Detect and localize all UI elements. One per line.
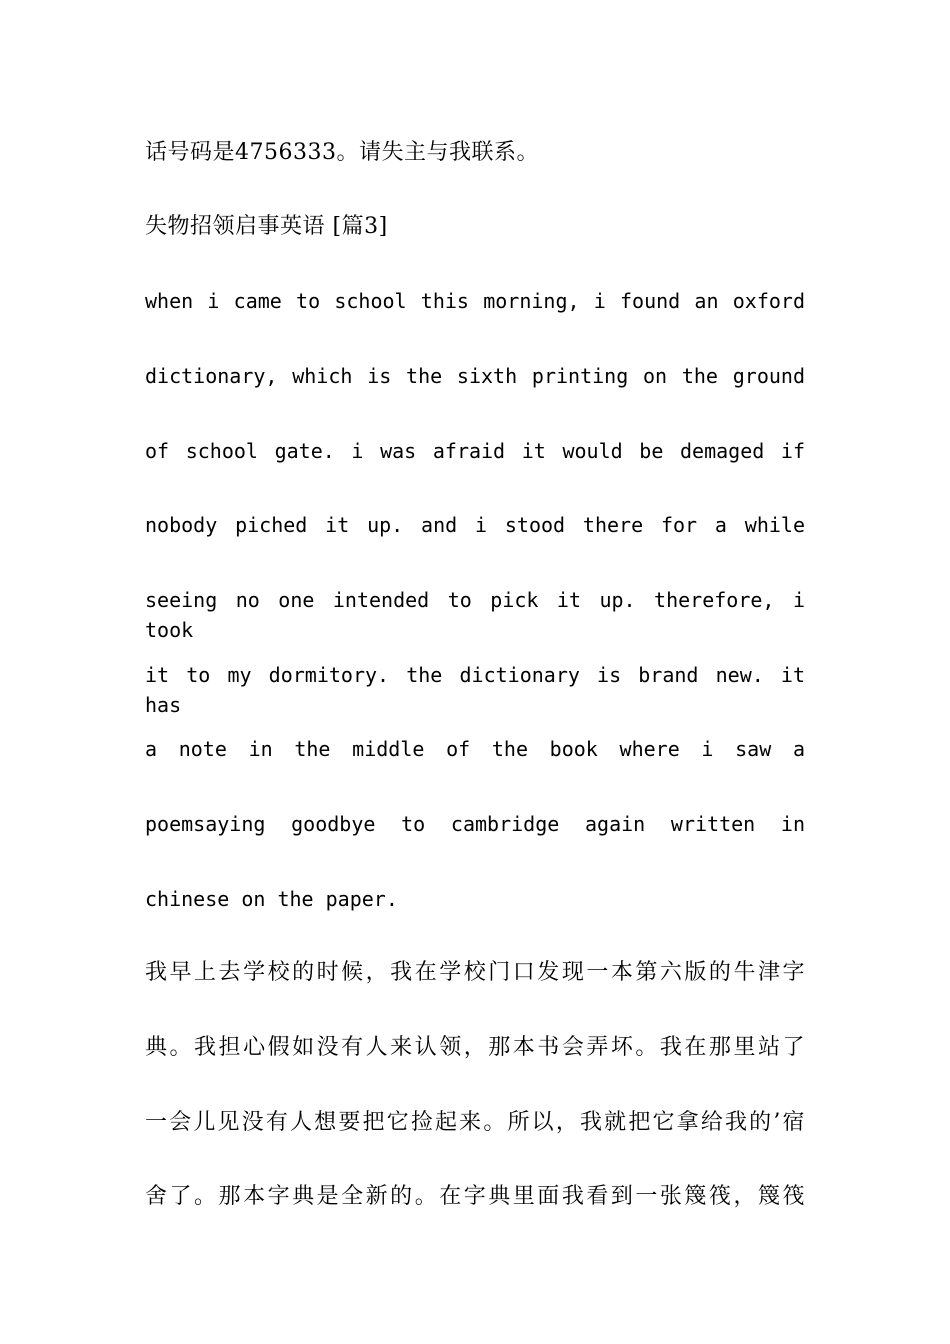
chinese-line: 我早上去学校的时候，我在学校门口发现一本第六版的牛津字: [145, 960, 805, 985]
chinese-line: 一会儿见没有人想要把它捡起来。所以，我就把它拿给我的’宿: [145, 1110, 805, 1135]
english-line: dictionary, which is the sixth printing on the ground: [145, 364, 805, 388]
intro-line: 话号码是4756333。请失主与我联系。: [145, 140, 539, 165]
chinese-line: 典。我担心假如没有人来认领，那本书会弄坏。我在那里站了: [145, 1035, 805, 1060]
english-line: a note in the middle of the book where i saw a: [145, 737, 805, 761]
english-line: nobody piched it up. and i stood there for a while: [145, 513, 805, 537]
english-line: of school gate. i was afraid it would be demaged if: [145, 439, 805, 463]
section-title: 失物招领启事英语 [篇3]: [145, 214, 388, 239]
english-line: chinese on the paper.: [145, 887, 398, 911]
english-line: it to my dormitory. the dictionary is brand new. it has: [145, 663, 805, 717]
english-line: poemsaying goodbye to cambridge again written in: [145, 812, 805, 836]
english-line: when i came to school this morning, i found an oxford: [145, 289, 805, 313]
chinese-line: 舍了。那本字典是全新的。在字典里面我看到一张篾筏，篾筏: [145, 1184, 805, 1209]
english-line: seeing no one intended to pick it up. therefore, i took: [145, 588, 805, 642]
